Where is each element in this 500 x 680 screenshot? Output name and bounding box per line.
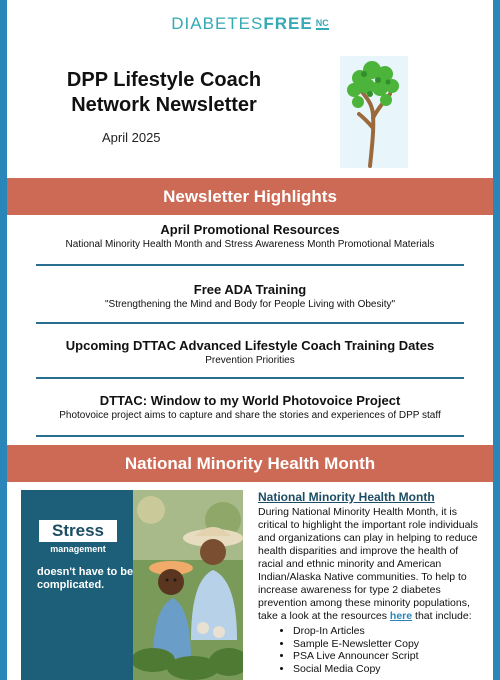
list-item: • PSA Live Announcer Script — [293, 650, 483, 663]
highlight-item[interactable] — [7, 338, 493, 367]
divider — [36, 435, 464, 437]
divider — [36, 322, 464, 324]
tree-illustration-icon — [340, 56, 408, 168]
highlight-item[interactable] — [7, 222, 493, 251]
list-item: • Sample E-Newsletter Copy — [293, 638, 483, 651]
minority-health-band: National Minority Health Month — [7, 445, 493, 482]
highlight-subtitle: Photovoice project aims to capture and share the stories and experiences of DPP staff — [59, 410, 441, 421]
article-text: During National Minority Health Month, it is critical to highlight the important role individuals and organizations can play in helping to reduce health disparities and improve the health of racial and ethnic minority and American Indian/Alaska Native communities. To help to increase awareness for type 2 diabetes prevention among these minority populations, take a look at the resources — [258, 506, 479, 622]
logo-suffix: NC — [315, 18, 329, 28]
promo-management-text: management — [50, 544, 106, 554]
highlight-heading: Upcoming DTTAC Advanced Lifestyle Coach Training Dates — [65, 338, 435, 353]
highlight-heading: April Promotional Resources — [160, 222, 340, 237]
resource-list — [258, 625, 483, 675]
divider — [36, 264, 464, 266]
list-item: • Drop-In Articles — [293, 625, 483, 638]
highlight-item[interactable] — [7, 393, 493, 422]
promo-stress-text: Stress — [39, 520, 117, 542]
highlight-subtitle: "Strengthening the Mind and Body for People Living with Obesity" — [104, 299, 396, 310]
resources-link[interactable]: here — [389, 610, 413, 622]
list-item: • Social Media Copy — [293, 663, 483, 676]
diabetesfree-logo[interactable] — [7, 14, 493, 34]
article-body — [258, 506, 483, 623]
minority-health-article — [258, 490, 483, 675]
highlight-item[interactable] — [7, 282, 493, 311]
logo-light: DIABETES — [171, 14, 264, 33]
stress-management-promo-image[interactable] — [21, 490, 243, 680]
logo-bold: FREE — [263, 14, 313, 33]
highlight-heading: Free ADA Training — [193, 282, 307, 297]
newsletter-date: April 2025 — [102, 130, 161, 145]
promo-tagline: doesn't have to be complicated. — [37, 566, 134, 591]
grandmother-child-photo-icon — [133, 490, 243, 680]
highlight-subtitle: Prevention Priorities — [205, 355, 295, 366]
article-title-link[interactable]: National Minority Health Month — [258, 490, 435, 504]
newsletter-title: DPP Lifestyle Coach Network Newsletter — [66, 69, 262, 116]
newsletter-highlights-band: Newsletter Highlights — [7, 178, 493, 215]
divider — [36, 377, 464, 379]
article-after-link: that include: — [412, 610, 472, 622]
highlight-subtitle: National Minority Health Month and Stress Awareness Month Promotional Materials — [65, 239, 435, 250]
highlight-heading: DTTAC: Window to my World Photovoice Project — [99, 393, 401, 408]
newsletter-frame — [7, 0, 493, 680]
